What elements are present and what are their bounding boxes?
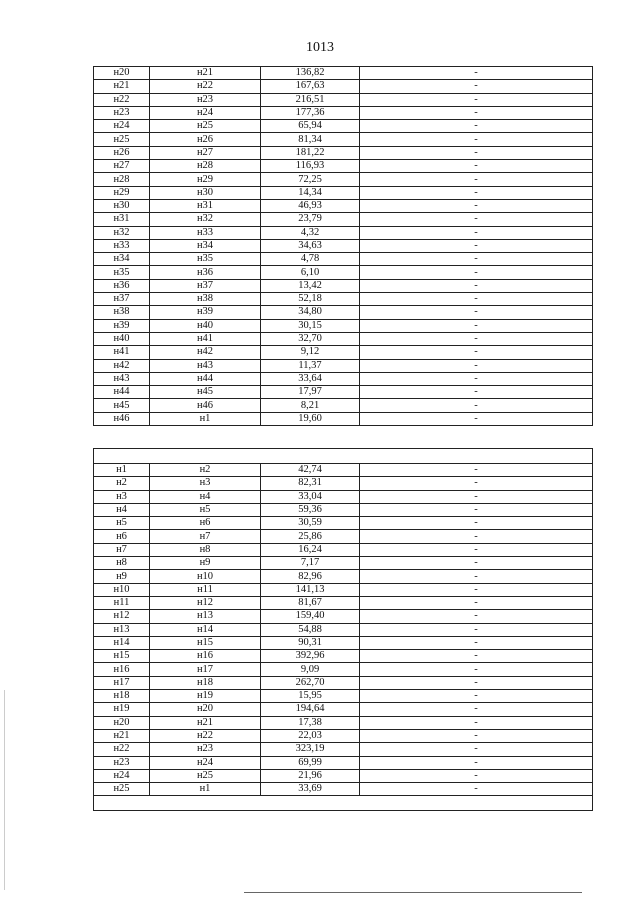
table-row: [94, 213, 593, 226]
length-cell: 30,15: [261, 319, 360, 332]
point-from-cell: н19: [94, 703, 150, 716]
point-to-cell: н46: [150, 399, 261, 412]
description-cell: -: [360, 743, 593, 756]
point-from-cell: н36: [94, 279, 150, 292]
point-from-cell: н31: [94, 213, 150, 226]
description-cell: -: [360, 80, 593, 93]
table-row: [94, 186, 593, 199]
point-to-cell: н14: [150, 623, 261, 636]
length-cell: 33,04: [261, 490, 360, 503]
point-from-cell: н20: [94, 716, 150, 729]
description-cell: -: [360, 663, 593, 676]
point-from-cell: н40: [94, 332, 150, 345]
point-from-cell: н15: [94, 650, 150, 663]
description-cell: -: [360, 133, 593, 146]
description-cell: -: [360, 464, 593, 477]
point-to-cell: н10: [150, 570, 261, 583]
point-to-cell: н25: [150, 769, 261, 782]
length-cell: 82,96: [261, 570, 360, 583]
point-to-cell: н9: [150, 557, 261, 570]
table-row: [94, 690, 593, 703]
point-to-cell: н26: [150, 133, 261, 146]
point-to-cell: н30: [150, 186, 261, 199]
point-to-cell: н17: [150, 663, 261, 676]
point-to-cell: н6: [150, 517, 261, 530]
point-from-cell: н23: [94, 756, 150, 769]
point-to-cell: н1: [150, 412, 261, 425]
length-cell: 141,13: [261, 583, 360, 596]
length-cell: 181,22: [261, 146, 360, 159]
point-from-cell: н11: [94, 596, 150, 609]
description-cell: -: [360, 199, 593, 212]
point-from-cell: н23: [94, 106, 150, 119]
length-cell: 32,70: [261, 332, 360, 345]
point-to-cell: н19: [150, 690, 261, 703]
point-from-cell: н17: [94, 676, 150, 689]
table-row: [94, 756, 593, 769]
description-cell: -: [360, 716, 593, 729]
table-row: [94, 663, 593, 676]
point-to-cell: н23: [150, 93, 261, 106]
point-from-cell: н41: [94, 346, 150, 359]
point-to-cell: н39: [150, 306, 261, 319]
length-cell: 21,96: [261, 769, 360, 782]
description-cell: -: [360, 583, 593, 596]
table-row: [94, 477, 593, 490]
table-row: [94, 106, 593, 119]
description-cell: -: [360, 239, 593, 252]
table-row: [94, 743, 593, 756]
table-row: [94, 80, 593, 93]
point-to-cell: н24: [150, 756, 261, 769]
length-cell: 90,31: [261, 636, 360, 649]
point-to-cell: н29: [150, 173, 261, 186]
length-cell: 23,79: [261, 213, 360, 226]
point-to-cell: н42: [150, 346, 261, 359]
length-cell: 54,88: [261, 623, 360, 636]
point-from-cell: н27: [94, 160, 150, 173]
length-cell: 9,09: [261, 663, 360, 676]
table-row: [94, 93, 593, 106]
point-to-cell: н12: [150, 596, 261, 609]
point-to-cell: н5: [150, 503, 261, 516]
boundary-table-part-2: [93, 448, 593, 811]
point-to-cell: н25: [150, 120, 261, 133]
description-cell: -: [360, 346, 593, 359]
description-cell: -: [360, 769, 593, 782]
point-from-cell: н33: [94, 239, 150, 252]
table-row: [94, 133, 593, 146]
description-cell: -: [360, 477, 593, 490]
point-from-cell: н28: [94, 173, 150, 186]
point-from-cell: н44: [94, 386, 150, 399]
table-row: [94, 503, 593, 516]
table-row: [94, 676, 593, 689]
table-body-1: [94, 67, 593, 426]
length-cell: 22,03: [261, 729, 360, 742]
point-to-cell: н38: [150, 293, 261, 306]
point-to-cell: н40: [150, 319, 261, 332]
table-row: [94, 226, 593, 239]
point-to-cell: н37: [150, 279, 261, 292]
description-cell: -: [360, 67, 593, 80]
point-to-cell: н32: [150, 213, 261, 226]
description-cell: -: [360, 412, 593, 425]
length-cell: 69,99: [261, 756, 360, 769]
point-to-cell: н23: [150, 743, 261, 756]
point-to-cell: н31: [150, 199, 261, 212]
point-to-cell: н21: [150, 67, 261, 80]
point-from-cell: н10: [94, 583, 150, 596]
point-to-cell: н34: [150, 239, 261, 252]
table-row: [94, 412, 593, 425]
point-from-cell: н7: [94, 543, 150, 556]
length-cell: 46,93: [261, 199, 360, 212]
point-to-cell: н21: [150, 716, 261, 729]
point-to-cell: н45: [150, 386, 261, 399]
table-row: [94, 703, 593, 716]
point-from-cell: н34: [94, 253, 150, 266]
description-cell: -: [360, 266, 593, 279]
point-from-cell: н5: [94, 517, 150, 530]
length-cell: 52,18: [261, 293, 360, 306]
description-cell: -: [360, 319, 593, 332]
length-cell: 159,40: [261, 610, 360, 623]
point-from-cell: н29: [94, 186, 150, 199]
point-from-cell: н24: [94, 769, 150, 782]
point-from-cell: н30: [94, 199, 150, 212]
point-from-cell: н21: [94, 80, 150, 93]
table-row: [94, 716, 593, 729]
point-from-cell: н16: [94, 663, 150, 676]
point-from-cell: н4: [94, 503, 150, 516]
table-row: [94, 636, 593, 649]
table-row: [94, 120, 593, 133]
point-to-cell: н35: [150, 253, 261, 266]
point-from-cell: н21: [94, 729, 150, 742]
point-to-cell: н44: [150, 372, 261, 385]
description-cell: -: [360, 517, 593, 530]
point-from-cell: н18: [94, 690, 150, 703]
table-row: [94, 239, 593, 252]
description-cell: -: [360, 226, 593, 239]
point-to-cell: н2: [150, 464, 261, 477]
table-row: [94, 583, 593, 596]
point-from-cell: н43: [94, 372, 150, 385]
table-row: [94, 293, 593, 306]
table-row: [94, 346, 593, 359]
point-from-cell: н37: [94, 293, 150, 306]
description-cell: -: [360, 596, 593, 609]
table-row: [94, 173, 593, 186]
description-cell: -: [360, 783, 593, 796]
point-from-cell: н32: [94, 226, 150, 239]
table-row: [94, 399, 593, 412]
length-cell: 34,63: [261, 239, 360, 252]
table-row: [94, 372, 593, 385]
point-to-cell: н18: [150, 676, 261, 689]
point-to-cell: н7: [150, 530, 261, 543]
length-cell: 323,19: [261, 743, 360, 756]
length-cell: 194,64: [261, 703, 360, 716]
description-cell: -: [360, 386, 593, 399]
length-cell: 8,21: [261, 399, 360, 412]
description-cell: -: [360, 372, 593, 385]
point-to-cell: н3: [150, 477, 261, 490]
point-from-cell: н8: [94, 557, 150, 570]
description-cell: -: [360, 676, 593, 689]
point-to-cell: н22: [150, 80, 261, 93]
boundary-table-part-1: [93, 66, 593, 426]
point-from-cell: н24: [94, 120, 150, 133]
description-cell: -: [360, 93, 593, 106]
length-cell: 392,96: [261, 650, 360, 663]
point-to-cell: н28: [150, 160, 261, 173]
description-cell: -: [360, 650, 593, 663]
description-cell: -: [360, 146, 593, 159]
description-cell: -: [360, 623, 593, 636]
description-cell: -: [360, 636, 593, 649]
length-cell: 81,67: [261, 596, 360, 609]
point-to-cell: н36: [150, 266, 261, 279]
point-from-cell: н2: [94, 477, 150, 490]
length-cell: 59,36: [261, 503, 360, 516]
description-cell: -: [360, 490, 593, 503]
point-from-cell: н12: [94, 610, 150, 623]
point-from-cell: н46: [94, 412, 150, 425]
length-cell: 9,12: [261, 346, 360, 359]
length-cell: 177,36: [261, 106, 360, 119]
description-cell: -: [360, 399, 593, 412]
length-cell: 262,70: [261, 676, 360, 689]
length-cell: 167,63: [261, 80, 360, 93]
point-to-cell: н22: [150, 729, 261, 742]
length-cell: 6,10: [261, 266, 360, 279]
table-row: [94, 557, 593, 570]
table-row: [94, 490, 593, 503]
point-from-cell: н6: [94, 530, 150, 543]
description-cell: -: [360, 306, 593, 319]
table-row: [94, 783, 593, 796]
table-row: [94, 253, 593, 266]
point-to-cell: н15: [150, 636, 261, 649]
length-cell: 82,31: [261, 477, 360, 490]
description-cell: -: [360, 557, 593, 570]
description-cell: -: [360, 690, 593, 703]
length-cell: 15,95: [261, 690, 360, 703]
description-cell: -: [360, 160, 593, 173]
description-cell: -: [360, 120, 593, 133]
description-cell: -: [360, 332, 593, 345]
description-cell: -: [360, 756, 593, 769]
point-from-cell: н38: [94, 306, 150, 319]
description-cell: -: [360, 543, 593, 556]
length-cell: 11,37: [261, 359, 360, 372]
table-row: [94, 464, 593, 477]
table-row: [94, 306, 593, 319]
point-from-cell: н1: [94, 464, 150, 477]
point-from-cell: н13: [94, 623, 150, 636]
description-cell: -: [360, 729, 593, 742]
point-to-cell: н24: [150, 106, 261, 119]
length-cell: 19,60: [261, 412, 360, 425]
length-cell: 25,86: [261, 530, 360, 543]
point-to-cell: н43: [150, 359, 261, 372]
table-row: [94, 610, 593, 623]
trailing-blank-row: [94, 796, 593, 811]
length-cell: 17,97: [261, 386, 360, 399]
point-from-cell: н20: [94, 67, 150, 80]
description-cell: -: [360, 279, 593, 292]
table-row: [94, 769, 593, 782]
point-to-cell: н16: [150, 650, 261, 663]
point-from-cell: н39: [94, 319, 150, 332]
description-cell: -: [360, 503, 593, 516]
description-cell: -: [360, 213, 593, 226]
blank-cell: [94, 449, 593, 464]
point-from-cell: н22: [94, 743, 150, 756]
point-from-cell: н45: [94, 399, 150, 412]
length-cell: 116,93: [261, 160, 360, 173]
point-from-cell: н22: [94, 93, 150, 106]
length-cell: 136,82: [261, 67, 360, 80]
point-to-cell: н33: [150, 226, 261, 239]
table-row: [94, 530, 593, 543]
point-from-cell: н14: [94, 636, 150, 649]
point-to-cell: н1: [150, 783, 261, 796]
length-cell: 33,64: [261, 372, 360, 385]
table-row: [94, 623, 593, 636]
point-to-cell: н4: [150, 490, 261, 503]
length-cell: 14,34: [261, 186, 360, 199]
length-cell: 81,34: [261, 133, 360, 146]
table-row: [94, 279, 593, 292]
blank-cell: [94, 796, 593, 811]
description-cell: -: [360, 610, 593, 623]
point-from-cell: н42: [94, 359, 150, 372]
table-row: [94, 67, 593, 80]
table-row: [94, 319, 593, 332]
description-cell: -: [360, 106, 593, 119]
point-from-cell: н35: [94, 266, 150, 279]
table-row: [94, 543, 593, 556]
description-cell: -: [360, 359, 593, 372]
table-row: [94, 199, 593, 212]
point-to-cell: н41: [150, 332, 261, 345]
length-cell: 216,51: [261, 93, 360, 106]
table-row: [94, 386, 593, 399]
section-separator-row: [94, 449, 593, 464]
table-row: [94, 570, 593, 583]
length-cell: 4,78: [261, 253, 360, 266]
length-cell: 33,69: [261, 783, 360, 796]
table-row: [94, 650, 593, 663]
point-from-cell: н25: [94, 783, 150, 796]
point-from-cell: н9: [94, 570, 150, 583]
description-cell: -: [360, 186, 593, 199]
page-number: 1013: [306, 40, 334, 55]
length-cell: 17,38: [261, 716, 360, 729]
table-body-2: [94, 449, 593, 811]
description-cell: -: [360, 530, 593, 543]
point-to-cell: н13: [150, 610, 261, 623]
point-to-cell: н20: [150, 703, 261, 716]
table-row: [94, 332, 593, 345]
length-cell: 65,94: [261, 120, 360, 133]
description-cell: -: [360, 173, 593, 186]
length-cell: 13,42: [261, 279, 360, 292]
length-cell: 34,80: [261, 306, 360, 319]
length-cell: 42,74: [261, 464, 360, 477]
bottom-rule: [244, 892, 582, 893]
point-from-cell: н25: [94, 133, 150, 146]
table-row: [94, 266, 593, 279]
point-from-cell: н26: [94, 146, 150, 159]
table-row: [94, 517, 593, 530]
scan-edge: [4, 690, 5, 890]
point-from-cell: н3: [94, 490, 150, 503]
point-to-cell: н27: [150, 146, 261, 159]
point-to-cell: н11: [150, 583, 261, 596]
table-row: [94, 729, 593, 742]
description-cell: -: [360, 703, 593, 716]
description-cell: -: [360, 570, 593, 583]
table-row: [94, 596, 593, 609]
table-row: [94, 359, 593, 372]
table-row: [94, 146, 593, 159]
description-cell: -: [360, 293, 593, 306]
length-cell: 7,17: [261, 557, 360, 570]
length-cell: 72,25: [261, 173, 360, 186]
length-cell: 4,32: [261, 226, 360, 239]
table-row: [94, 160, 593, 173]
description-cell: -: [360, 253, 593, 266]
length-cell: 16,24: [261, 543, 360, 556]
length-cell: 30,59: [261, 517, 360, 530]
point-to-cell: н8: [150, 543, 261, 556]
